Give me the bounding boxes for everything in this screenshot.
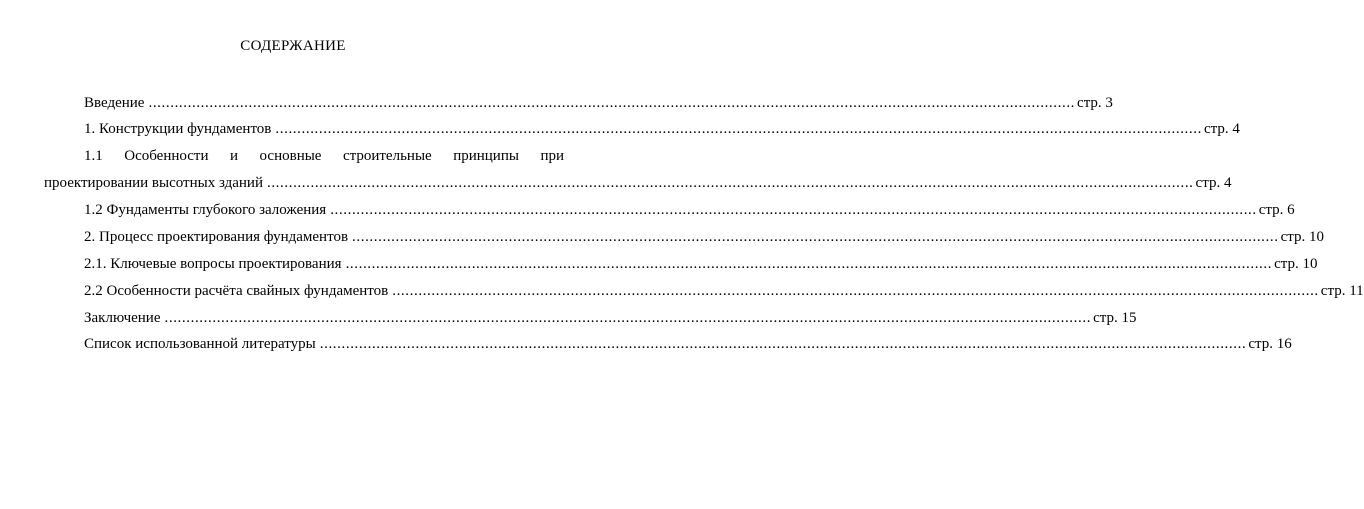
toc-title: СОДЕРЖАНИЕ (240, 38, 346, 54)
toc-word: основные (259, 148, 322, 164)
toc-entry-2[interactable] (84, 228, 1324, 246)
toc-entry-page: стр. 4 (1203, 121, 1240, 137)
toc-entry-label: 1. Конструкции фундаментов (84, 121, 272, 137)
toc-entry-label: 1.2 Фундаменты глубокого заложения (84, 202, 327, 218)
toc-entry-1-2[interactable] (84, 201, 1295, 219)
toc-entry-label: проектировании высотных зданий (44, 175, 263, 191)
toc-word: Особенности (124, 148, 209, 164)
toc-word: при (540, 148, 564, 164)
toc-entry-label: 2.2 Особенности расчёта свайных фундаментов (84, 283, 389, 299)
toc-leader-dots: ..................................................................................................................................................................................................................... (319, 336, 1247, 352)
toc-entry-page: стр. 4 (1195, 175, 1232, 191)
toc-entry-2-2[interactable] (84, 282, 1364, 300)
toc-leader-dots: ..................................................................................................................................................................................................................... (148, 95, 1076, 111)
toc-leader-dots: ..................................................................................................................................................................................................................... (392, 283, 1319, 299)
toc-entry-page: стр. 15 (1093, 310, 1137, 326)
toc-entry-page: стр. 10 (1280, 229, 1324, 245)
toc-entry-label: 2. Процесс проектирования фундаментов (84, 229, 349, 245)
toc-entry-introduction[interactable] (84, 94, 1113, 112)
toc-leader-dots: ..................................................................................................................................................................................................................... (266, 175, 1194, 191)
toc-entry-label: Список использованной литературы (84, 336, 316, 352)
toc-entry-1-1-line1[interactable] (84, 147, 564, 165)
toc-leader-dots: ..................................................................................................................................................................................................................... (330, 202, 1257, 218)
toc-entry-page: стр. 3 (1077, 95, 1113, 111)
toc-word: 1.1 (84, 148, 103, 164)
toc-leader-dots: ..................................................................................................................................................................................................................... (345, 256, 1273, 272)
toc-entry-label: Заключение (84, 310, 161, 326)
toc-word: принципы (453, 148, 519, 164)
toc-entry-label: Введение (84, 95, 145, 111)
toc-leader-dots: ..................................................................................................................................................................................................................... (164, 310, 1092, 326)
toc-leader-dots: ..................................................................................................................................................................................................................... (275, 121, 1202, 137)
toc-entry-references[interactable] (84, 335, 1292, 353)
toc-entry-page: стр. 16 (1248, 336, 1292, 352)
toc-word: строительные (342, 148, 432, 164)
toc-leader-dots: ..................................................................................................................................................................................................................... (352, 229, 1279, 245)
toc-entry-2-1[interactable] (84, 255, 1318, 273)
toc-entry-page: стр. 11 (1320, 283, 1364, 299)
toc-entry-label: 2.1. Ключевые вопросы проектирования (84, 256, 342, 272)
toc-entry-1-1-line2[interactable] (44, 174, 1232, 192)
toc-entry-page: стр. 6 (1258, 202, 1295, 218)
toc-entry-conclusion[interactable] (84, 309, 1137, 327)
toc-entry-1[interactable] (84, 120, 1240, 138)
toc-word: и (230, 148, 239, 164)
toc-entry-page: стр. 10 (1274, 256, 1318, 272)
